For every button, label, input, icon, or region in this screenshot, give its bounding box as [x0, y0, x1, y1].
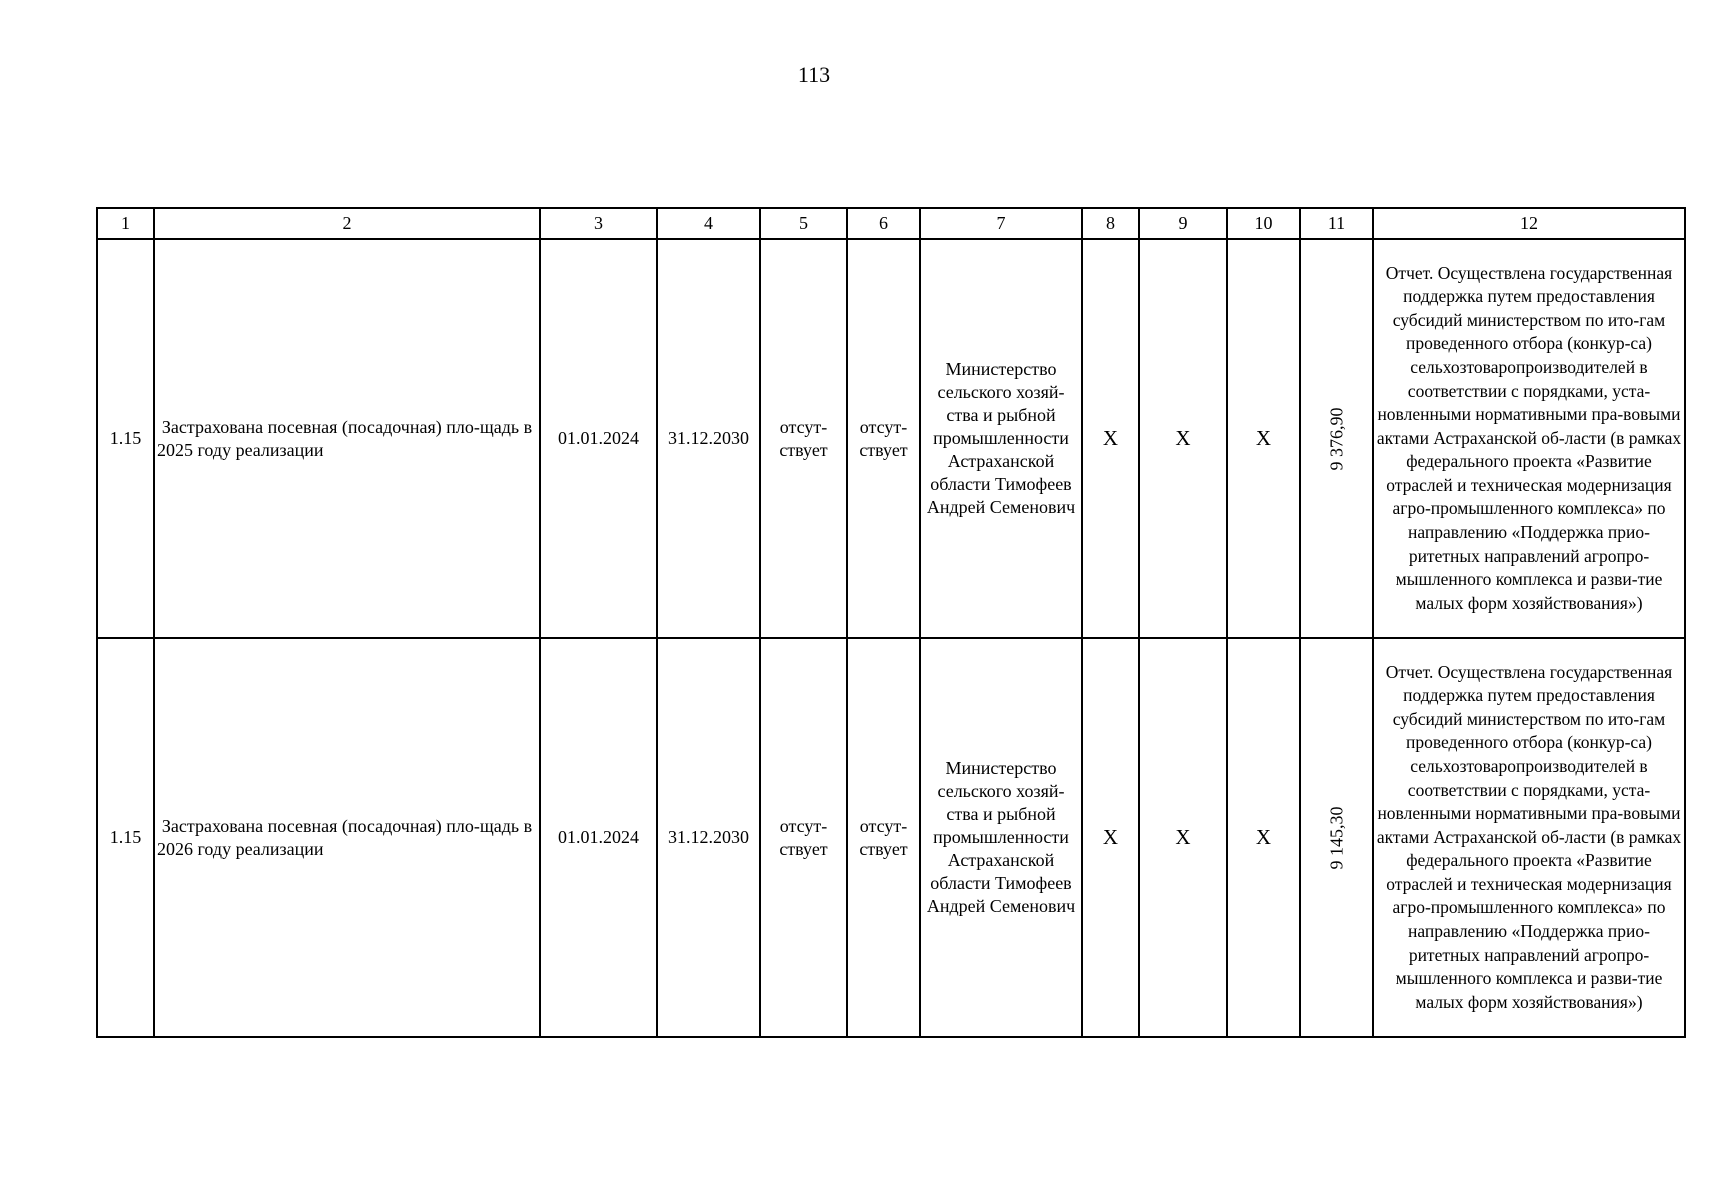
header-cell: 12: [1373, 208, 1685, 239]
header-cell: 1: [97, 208, 154, 239]
end-date: 31.12.2030: [657, 638, 760, 1037]
header-cell: 11: [1300, 208, 1373, 239]
header-cell: 8: [1082, 208, 1139, 239]
column-9-mark: X: [1139, 239, 1227, 638]
column-8-mark: X: [1082, 638, 1139, 1037]
header-row: [97, 208, 1685, 239]
header-cell: 7: [920, 208, 1082, 239]
header-cell: 10: [1227, 208, 1300, 239]
report-text: Отчет. Осуществлена государственная поддержка путем предоставления субсидий министерством по ито-гам проведенного отбора (конкур-са) сельхозтоваропроизводителей в соответствии с порядками, уста-новленными нормативными пра-вовыми актами Астраханской об-ласти (в рамках федерального проекта «Развитие отраслей и техническая модернизация агро-промышленного комплекса» по направлению «Поддержка прио-ритетных направлений агропро-мышленного комплекса и разви-тие малых форм хозяйствования»): [1373, 638, 1685, 1037]
column-6-value: отсут-ствует: [847, 638, 920, 1037]
column-10-mark: X: [1227, 239, 1300, 638]
responsible-executor: Министерство сельского хозяй-ства и рыбной промышленности Астраханской области Тимофеев Андрей Семенович: [920, 638, 1082, 1037]
amount-value: 9 145,30: [1326, 806, 1346, 869]
header-cell: 6: [847, 208, 920, 239]
table-row: [97, 638, 1685, 1037]
amount-value: 9 376,90: [1326, 407, 1346, 470]
column-6-value: отсут-ствует: [847, 239, 920, 638]
column-10-mark: X: [1227, 638, 1300, 1037]
page-number: 113: [797, 62, 831, 87]
amount-cell: [1300, 239, 1373, 638]
row-number: 1.15: [97, 239, 154, 638]
column-9-mark: X: [1139, 638, 1227, 1037]
column-8-mark: X: [1082, 239, 1139, 638]
responsible-executor: Министерство сельского хозяй-ства и рыбной промышленности Астраханской области Тимофеев Андрей Семенович: [920, 239, 1082, 638]
start-date: 01.01.2024: [540, 638, 657, 1037]
header-cell: 3: [540, 208, 657, 239]
start-date: 01.01.2024: [540, 239, 657, 638]
row-number: 1.15: [97, 638, 154, 1037]
table-row: [97, 239, 1685, 638]
column-5-value: отсут-ствует: [760, 638, 847, 1037]
indicator-name: Застрахована посевная (посадочная) пло-щадь в 2025 году реализации: [154, 239, 540, 638]
header-cell: 5: [760, 208, 847, 239]
header-cell: 9: [1139, 208, 1227, 239]
header-cell: 4: [657, 208, 760, 239]
report-table: [96, 207, 1686, 1038]
header-cell: 2: [154, 208, 540, 239]
report-text: Отчет. Осуществлена государственная поддержка путем предоставления субсидий министерством по ито-гам проведенного отбора (конкур-са) сельхозтоваропроизводителей в соответствии с порядками, уста-новленными нормативными пра-вовыми актами Астраханской об-ласти (в рамках федерального проекта «Развитие отраслей и техническая модернизация агро-промышленного комплекса» по направлению «Поддержка прио-ритетных направлений агропро-мышленного комплекса и разви-тие малых форм хозяйствования»): [1373, 239, 1685, 638]
amount-cell: [1300, 638, 1373, 1037]
column-5-value: отсут-ствует: [760, 239, 847, 638]
indicator-name: Застрахована посевная (посадочная) пло-щадь в 2026 году реализации: [154, 638, 540, 1037]
end-date: 31.12.2030: [657, 239, 760, 638]
